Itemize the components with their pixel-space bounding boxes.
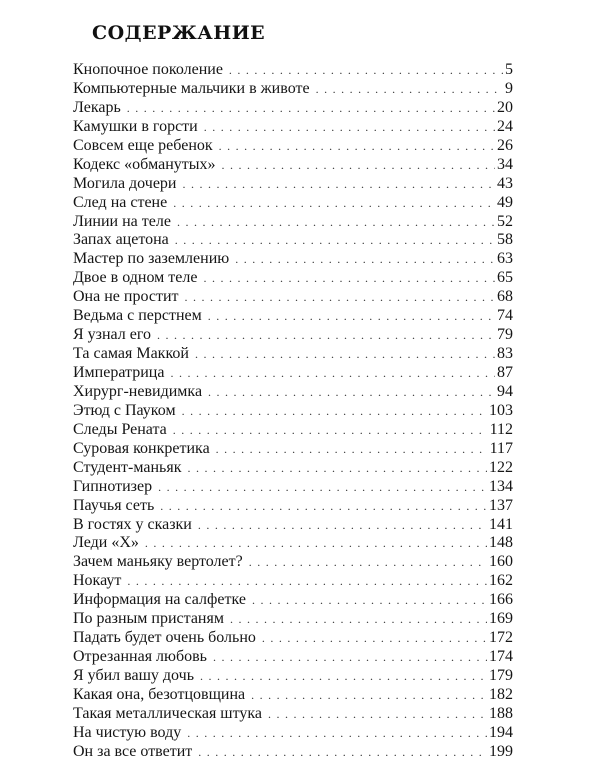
toc-entry [73, 459, 513, 478]
toc-entry-title: Я узнал его [73, 326, 152, 344]
toc-entry-page: 26 [497, 136, 513, 154]
dot-leader [316, 80, 503, 99]
toc-entry [73, 326, 513, 345]
dot-leader [252, 591, 487, 610]
toc-entry-page: 9 [505, 79, 513, 97]
toc-entry [73, 724, 513, 743]
toc-entry-page: 112 [489, 420, 513, 438]
table-of-contents [73, 61, 513, 762]
dot-leader [262, 629, 487, 648]
dot-leader [177, 213, 495, 232]
toc-entry [73, 345, 513, 364]
page-title: СОДЕРЖАНИЕ [92, 22, 266, 44]
toc-entry-page: 68 [497, 288, 513, 306]
toc-entry-title: Кодекс «обманутых» [73, 155, 216, 173]
toc-entry-title: След на стене [73, 193, 168, 211]
toc-entry-title: Студент-маньяк [73, 458, 182, 476]
toc-entry-page: 182 [489, 685, 513, 703]
toc-entry-page: 34 [497, 155, 513, 173]
dot-leader [127, 99, 495, 118]
dot-leader [145, 534, 487, 553]
dot-leader [235, 250, 495, 269]
toc-entry-page: 20 [497, 98, 513, 116]
toc-entry-title: Такая металлическая штука [73, 704, 263, 722]
toc-entry-page: 179 [489, 667, 513, 684]
dot-leader [198, 516, 487, 535]
dot-leader [216, 440, 488, 459]
toc-entry-title: По разным пристаням [73, 610, 224, 628]
dot-leader [222, 156, 495, 175]
toc-entry [73, 175, 513, 194]
dot-leader [219, 137, 495, 156]
toc-entry-title: Та самая Маккой [73, 345, 189, 363]
dot-leader [229, 61, 503, 80]
dot-leader [204, 118, 495, 137]
toc-entry-title: Могила дочери [73, 174, 177, 192]
toc-entry [73, 194, 513, 213]
dot-leader [182, 402, 487, 421]
toc-entry-title: Хирург-невидимка [73, 382, 203, 400]
toc-entry-title: Двое в одном теле [73, 269, 198, 287]
dot-leader [182, 175, 495, 194]
toc-entry-page: 134 [489, 477, 513, 495]
toc-entry-page: 148 [489, 534, 513, 552]
toc-entry-page: 199 [489, 742, 513, 760]
dot-leader [213, 648, 487, 667]
dot-leader [198, 743, 487, 762]
toc-entry [73, 231, 513, 250]
toc-entry-page: 5 [505, 61, 513, 78]
toc-entry-title: Мастер по заземлению [73, 250, 230, 268]
toc-entry-title: Информация на салфетке [73, 591, 246, 609]
toc-entry-title: Суровая конкретика [73, 439, 210, 457]
toc-entry [73, 534, 513, 553]
toc-entry [73, 497, 513, 516]
toc-entry-title: Этюд с Пауком [73, 401, 176, 419]
toc-entry [73, 118, 513, 137]
dot-leader [187, 724, 487, 743]
toc-entry-title: Я убил вашу дочь [73, 667, 194, 684]
toc-entry-page: 52 [497, 212, 513, 230]
dot-leader [160, 497, 487, 516]
dot-leader [195, 345, 495, 364]
toc-entry-title: Падать будет очень больно [73, 629, 256, 647]
toc-entry-title: Отрезанная любовь [73, 648, 207, 666]
toc-entry-page: 94 [497, 382, 513, 400]
toc-entry-title: Гипнотизер [73, 477, 153, 495]
toc-entry-title: Кнопочное поколение [73, 61, 223, 78]
toc-entry [73, 686, 513, 705]
toc-entry [73, 440, 513, 459]
toc-entry-title: Линии на теле [73, 212, 171, 230]
toc-entry-page: 188 [489, 704, 513, 722]
toc-entry-title: Запах ацетона [73, 231, 169, 249]
dot-leader [249, 553, 487, 572]
toc-entry [73, 610, 513, 629]
toc-entry-title: Он за все ответит [73, 742, 193, 760]
dot-leader [208, 307, 495, 326]
dot-leader [187, 459, 487, 478]
toc-entry [73, 383, 513, 402]
toc-entry-title: Какая она, безотцовщина [73, 685, 246, 703]
toc-entry [73, 591, 513, 610]
dot-leader [173, 421, 488, 440]
dot-leader [268, 705, 487, 724]
dot-leader [203, 269, 495, 288]
toc-entry-page: 79 [497, 326, 513, 344]
toc-entry [73, 572, 513, 591]
toc-entry-title: Компьютерные мальчики в животе [73, 79, 310, 97]
toc-entry-page: 169 [489, 610, 513, 628]
toc-entry-title: Нокаут [73, 572, 122, 590]
toc-entry-page: 172 [489, 629, 513, 647]
toc-entry-page: 24 [497, 117, 513, 135]
toc-entry-title: Следы Рената [73, 420, 167, 438]
toc-entry-page: 117 [489, 439, 513, 457]
dot-leader [200, 667, 487, 686]
toc-entry [73, 269, 513, 288]
dot-leader [208, 383, 495, 402]
dot-leader [157, 326, 495, 345]
toc-entry [73, 156, 513, 175]
toc-entry-page: 63 [497, 250, 513, 268]
toc-entry [73, 705, 513, 724]
dot-leader [230, 610, 487, 629]
toc-entry-title: Леди «Х» [73, 534, 139, 552]
dot-leader [127, 572, 487, 591]
toc-entry [73, 743, 513, 762]
toc-entry [73, 553, 513, 572]
toc-entry-title: Императрица [73, 364, 165, 381]
toc-entry [73, 288, 513, 307]
toc-entry-page: 83 [497, 345, 513, 363]
toc-entry-page: 137 [489, 496, 513, 514]
toc-entry-title: Ведьма с перстнем [73, 307, 202, 325]
dot-leader [251, 686, 487, 705]
toc-entry-page: 160 [489, 553, 513, 571]
toc-entry-page: 174 [489, 648, 513, 666]
toc-entry-page: 87 [497, 364, 513, 381]
toc-entry-page: 58 [497, 231, 513, 249]
toc-entry [73, 80, 513, 99]
toc-entry-page: 194 [489, 723, 513, 741]
toc-entry [73, 648, 513, 667]
toc-entry-title: Совсем еще ребенок [73, 136, 213, 154]
toc-entry-page: 166 [489, 591, 513, 609]
toc-entry-page: 141 [489, 515, 513, 533]
toc-entry [73, 629, 513, 648]
dot-leader [175, 231, 495, 250]
toc-entry-title: Она не простит [73, 288, 179, 306]
toc-entry [73, 99, 513, 118]
dot-leader [173, 194, 495, 213]
toc-entry [73, 364, 513, 383]
toc-entry-page: 103 [489, 401, 513, 419]
toc-entry-page: 74 [497, 307, 513, 325]
toc-entry [73, 667, 513, 686]
toc-entry-page: 49 [497, 193, 513, 211]
toc-entry [73, 421, 513, 440]
toc-entry [73, 250, 513, 269]
toc-entry-page: 43 [497, 174, 513, 192]
toc-entry-title: Зачем маньяку вертолет? [73, 553, 243, 571]
toc-entry-page: 65 [497, 269, 513, 287]
toc-entry [73, 61, 513, 80]
dot-leader [158, 478, 487, 497]
toc-entry-title: Паучья сеть [73, 496, 155, 514]
toc-entry-title: Камушки в горсти [73, 117, 198, 135]
toc-entry-page: 122 [489, 458, 513, 476]
toc-entry [73, 307, 513, 326]
toc-entry [73, 213, 513, 232]
toc-entry-title: Лекарь [73, 98, 121, 116]
toc-entry [73, 402, 513, 421]
toc-entry-title: В гостях у сказки [73, 515, 192, 533]
toc-entry [73, 137, 513, 156]
toc-entry [73, 516, 513, 535]
toc-entry [73, 478, 513, 497]
dot-leader [170, 364, 495, 383]
toc-entry-page: 162 [489, 572, 513, 590]
toc-entry-title: На чистую воду [73, 723, 182, 741]
dot-leader [185, 288, 496, 307]
